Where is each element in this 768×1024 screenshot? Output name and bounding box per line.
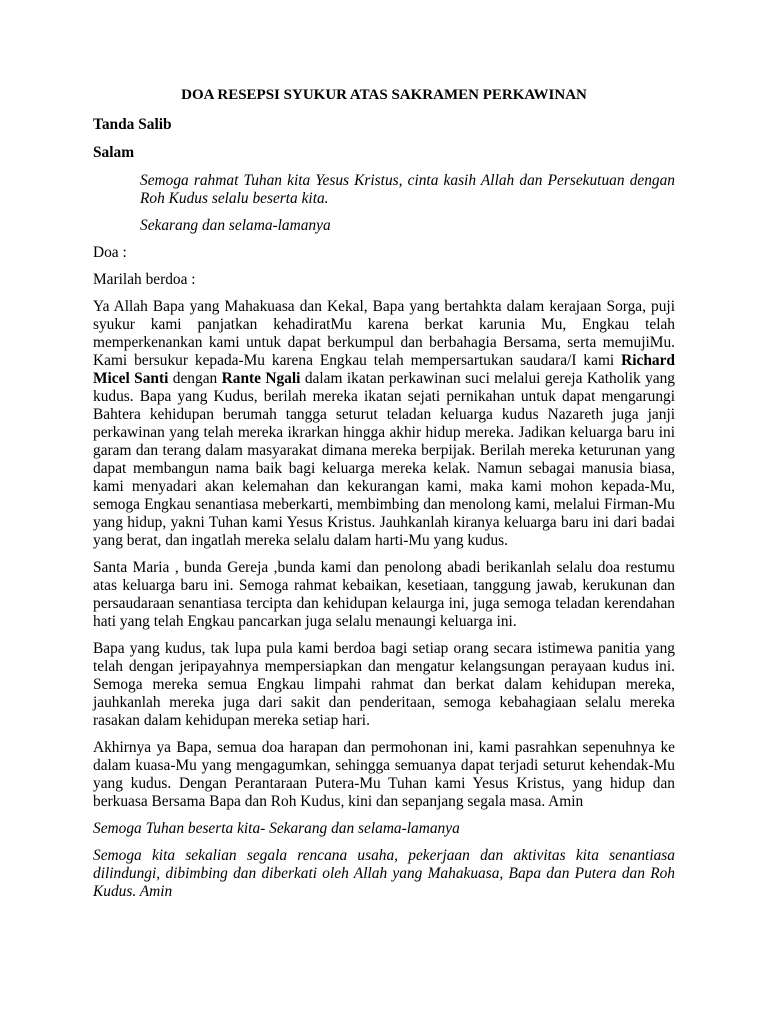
prayer-paragraph-4: Akhirnya ya Bapa, semua doa harapan dan permohonan ini, kami pasrahkan sepenuhnya ke dalam kuasa-Mu yang mengagumkan, sehingga semuanya dapat terjadi seturut kehendak-Mu yang kudus. Dengan Perantaraan Putera-Mu Tuhan kami Yesus Kristus, yang hidup dan berkuasa Bersama Bapa dan Roh Kudus, kini dan sepanjang segala masa. Amin — [93, 739, 675, 810]
heading-tanda-salib: Tanda Salib — [93, 116, 172, 133]
document-page — [93, 85, 675, 910]
prayer-paragraph-1 — [93, 298, 675, 550]
bride-name: Rante Ngali — [221, 370, 301, 387]
closing-response: Semoga Tuhan beserta kita- Sekarang dan selama-lamanya — [93, 820, 460, 837]
prayer-paragraph-2: Santa Maria , bunda Gereja ,bunda kami dan penolong abadi berikanlah selalu doa restumu atas keluarga baru ini. Semoga rahmat kebaikan, kesetiaan, tanggung jawab, kerukunan dan persaudaraan senantiasa tercipta dan kehidupan kelaurga ini, juga semoga teladan kerendahan hati yang telah Engkau pancarkan juga selalu menaungi keluarga ini. — [93, 559, 675, 630]
doa-label: Doa : — [93, 244, 127, 261]
prayer-paragraph-1-part-c: dalam ikatan perkawinan suci melalui gereja Katholik yang kudus. Bapa yang Kudus, berilah mereka ikatan sejati pernikahan untuk dapat mengarungi Bahtera kehidupan berumah tangga seturut teladan keluarga kudus Nazareth juga janji perkawinan yang telah mereka ikrarkan hingga akhir hidup mereka. Jadikan keluarga baru ini garam dan terang dalam masyarakat dimana mereka berpijak. Berilah mereka keturunan yang dapat membangun nama baik bagi keluarga mereka kelak. Namun sebagai manusia biasa, kami menyadari akan kelemahan dan kekurangan kami, maka kami mohon kepada-Mu, semoga Engkau senantiasa meberkarti, membimbing dan menolong kami, melalui Firman-Mu yang hidup, yakni Tuhan kami Yesus Kristus. Jauhkanlah kiranya keluarga baru ini dari badai yang berat, dan ingatlah mereka selalu dalam harti-Mu yang kudus. — [93, 370, 676, 549]
prayer-paragraph-3: Bapa yang kudus, tak lupa pula kami berdoa bagi setiap orang secara istimewa panitia yang telah dengan jeripayahnya mempersiapkan dan mengatur kelangsungan perayaan kudus ini. Semoga mereka semua Engkau limpahi rahmat dan berkat dalam kehidupan mereka, jauhkanlah mereka juga dari sakit dan penderitaan, semoga kebahagiaan selalu mereka rasakan dalam kehidupan mereka setiap hari. — [93, 640, 675, 729]
heading-salam: Salam — [93, 144, 135, 161]
marilah-berdoa: Marilah berdoa : — [93, 271, 196, 288]
prayer-paragraph-1-part-a: Ya Allah Bapa yang Mahakuasa dan Kekal, Bapa yang bertahkta dalam kerajaan Sorga, puji syukur kami panjatkan kehadiratMu karena berkat karunia Mu, Engkau telah memperkenankan kami untuk dapat berkumpul dan berbahagia Bersama, serta memujiMu. Kami bersukur kepada-Mu karena Engkau telah mempersartukan saudara/I kami — [93, 298, 675, 369]
salam-response: Sekarang dan selama-lamanya — [140, 217, 331, 234]
document-title: DOA RESEPSI SYUKUR ATAS SAKRAMEN PERKAWINAN — [181, 87, 587, 103]
groom-name: Richard Micel Santi — [93, 352, 675, 387]
closing-blessing: Semoga kita sekalian segala rencana usaha, pekerjaan dan aktivitas kita senantiasa dilindungi, dibimbing dan diberkati oleh Allah yang Mahakuasa, Bapa dan Putera dan Roh Kudus. Amin — [93, 847, 675, 900]
salam-greeting: Semoga rahmat Tuhan kita Yesus Kristus, cinta kasih Allah dan Persekutuan dengan Roh Kudus selalu beserta kita. — [140, 172, 675, 207]
prayer-paragraph-1-part-b: dengan — [168, 370, 222, 387]
